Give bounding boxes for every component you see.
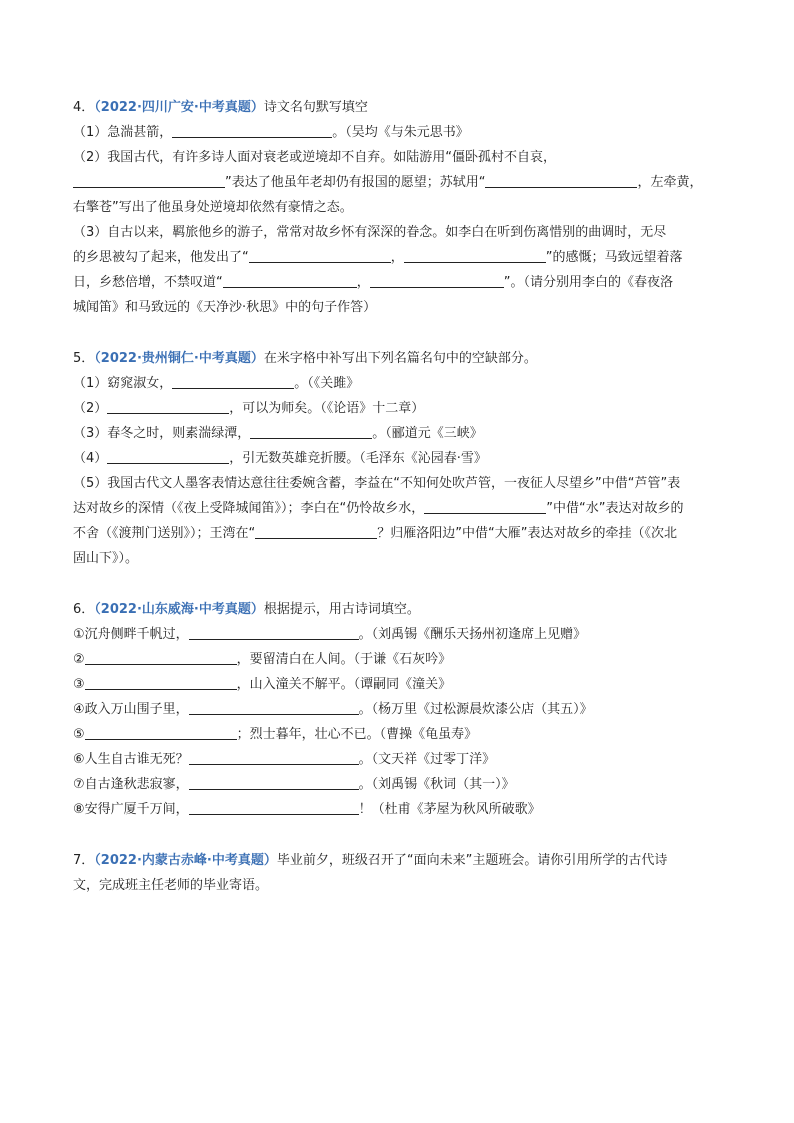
q5-line-5 bbox=[73, 471, 723, 496]
q6-text: ！（杜甫《茅屋为秋风所破歌》 bbox=[358, 802, 541, 817]
q4-line-7 bbox=[73, 270, 723, 295]
q4-title: 诗文名句默写填空 bbox=[263, 100, 368, 115]
q4-line-4 bbox=[73, 195, 723, 220]
answer-blank[interactable] bbox=[85, 725, 237, 740]
q5-text: （1）窈窕淑女， bbox=[73, 376, 173, 391]
answer-blank[interactable] bbox=[189, 800, 359, 815]
answer-blank[interactable] bbox=[485, 173, 637, 188]
q5-line-6 bbox=[73, 496, 723, 521]
q6-text: ③ bbox=[73, 677, 85, 692]
q6-text: ⑤ bbox=[73, 727, 85, 742]
q5-number: 5． bbox=[73, 351, 95, 366]
q6-line-8 bbox=[73, 797, 723, 822]
q5-text: （5）我国古代文人墨客表情达意往往委婉含蓄，李益在“不知何处吹芦管，一夜征人尽望乡”中借“芦管”表 bbox=[73, 476, 681, 491]
q4-text: 日，乡愁倍增，不禁叹道“ bbox=[73, 275, 223, 290]
document-page bbox=[73, 95, 723, 924]
q6-text: 。（刘禹锡《秋词（其一）》 bbox=[358, 777, 515, 792]
q7-text: 文，完成班主任老师的毕业寄语。 bbox=[73, 878, 269, 893]
answer-blank[interactable] bbox=[424, 499, 546, 514]
q6-line-3 bbox=[73, 672, 723, 697]
answer-blank[interactable] bbox=[172, 123, 332, 138]
answer-blank[interactable] bbox=[189, 775, 359, 790]
answer-blank[interactable] bbox=[223, 273, 357, 288]
q4-text: 城闻笛》和马致远的《天净沙·秋思》中的句子作答） bbox=[73, 300, 377, 315]
answer-blank[interactable] bbox=[370, 273, 504, 288]
q4-text: ， bbox=[390, 250, 404, 265]
q4-line-5 bbox=[73, 220, 723, 245]
q6-heading bbox=[73, 597, 723, 622]
q6-line-6 bbox=[73, 747, 723, 772]
q4-text: ， bbox=[356, 275, 370, 290]
q6-text: ①沉舟侧畔千帆过， bbox=[73, 627, 189, 642]
q4-text: ”表达了他虽年老却仍有报国的愿望；苏轼用“ bbox=[225, 175, 486, 190]
answer-blank[interactable] bbox=[73, 173, 225, 188]
q4-number: 4． bbox=[73, 100, 95, 115]
answer-blank[interactable] bbox=[250, 424, 372, 439]
q6-line-5 bbox=[73, 722, 723, 747]
q4-text: （2）我国古代，有许多诗人面对衰老或逆境却不自弃。如陆游用“僵卧孤村不自哀， bbox=[73, 150, 557, 165]
answer-blank[interactable] bbox=[189, 750, 359, 765]
q4-text: ，左牵黄， bbox=[637, 175, 703, 190]
q4-text: ”的感慨；马致远望着落 bbox=[545, 250, 683, 265]
q5-text: ，引无数英雄竞折腰。（毛泽东《沁园春·雪》 bbox=[229, 451, 487, 466]
q5-source: （2022·贵州铜仁·中考真题） bbox=[94, 351, 264, 366]
q6-text: ⑥人生自古谁无死？ bbox=[73, 752, 189, 767]
answer-blank[interactable] bbox=[85, 650, 237, 665]
question-5 bbox=[73, 346, 723, 571]
q4-text: ”。（请分别用李白的《春夜洛 bbox=[503, 275, 674, 290]
answer-blank[interactable] bbox=[172, 374, 294, 389]
q5-text: （2） bbox=[73, 401, 108, 416]
q6-title: 根据提示，用古诗词填空。 bbox=[263, 602, 420, 617]
q6-text: ⑧安得广厦千万间， bbox=[73, 802, 189, 817]
q5-text: 。（《关雎》 bbox=[294, 376, 360, 391]
q5-line-2 bbox=[73, 396, 723, 421]
q5-title: 在米字格中补写出下列名篇名句中的空缺部分。 bbox=[263, 351, 537, 366]
q7-line-2 bbox=[73, 873, 723, 898]
question-4 bbox=[73, 95, 723, 320]
q5-line-8 bbox=[73, 546, 723, 571]
q6-text: ，山入潼关不解平。（谭嗣同《潼关》 bbox=[236, 677, 452, 692]
q5-text: 达对故乡的深情（《夜上受降城闻笛》）；李白在“仍怜故乡水， bbox=[73, 501, 425, 516]
answer-blank[interactable] bbox=[404, 248, 546, 263]
answer-blank[interactable] bbox=[255, 524, 377, 539]
q4-text: 的乡思被勾了起来，他发出了“ bbox=[73, 250, 249, 265]
q6-text: 。（刘禹锡《酬乐天扬州初逢席上见赠》 bbox=[358, 627, 587, 642]
q6-text: ；烈士暮年，壮心不已。（曹操《龟虽寿》 bbox=[236, 727, 478, 742]
q4-line-8 bbox=[73, 295, 723, 320]
q4-text: （3）自古以来，羁旅他乡的游子，常常对故乡怀有深深的眷念。如李白在听到伤离惜别的曲调时，无尽 bbox=[73, 225, 667, 240]
q6-text: ⑦自古逢秋悲寂寥， bbox=[73, 777, 189, 792]
q6-text: ② bbox=[73, 652, 85, 667]
q5-text: ”中借“水”表达对故乡的 bbox=[546, 501, 684, 516]
q4-heading bbox=[73, 95, 723, 120]
q6-source: （2022·山东威海·中考真题） bbox=[94, 602, 264, 617]
q6-text: 。（杨万里《过松源晨炊漆公店（其五）》 bbox=[358, 702, 593, 717]
q5-heading bbox=[73, 346, 723, 371]
q6-line-1 bbox=[73, 622, 723, 647]
q6-text: ④政入万山围子里， bbox=[73, 702, 189, 717]
q7-heading bbox=[73, 848, 723, 873]
q5-line-4 bbox=[73, 446, 723, 471]
q4-text: （1）急湍甚箭， bbox=[73, 125, 173, 140]
q5-text: 不舍（《渡荆门送别》）；王湾在“ bbox=[73, 526, 256, 541]
q5-line-7 bbox=[73, 521, 723, 546]
q5-line-3 bbox=[73, 421, 723, 446]
q5-text: （4） bbox=[73, 451, 108, 466]
q5-text: 固山下》）。 bbox=[73, 551, 139, 566]
q6-text: ，要留清白在人间。（于谦《石灰吟》 bbox=[236, 652, 452, 667]
answer-blank[interactable] bbox=[107, 399, 229, 414]
answer-blank[interactable] bbox=[107, 449, 229, 464]
q4-text: 右擎苍”写出了他虽身处逆境却依然有豪情之态。 bbox=[73, 200, 353, 215]
q4-text: 。（吴均《与朱元思书》 bbox=[332, 125, 469, 140]
q6-text: 。（文天祥《过零丁洋》 bbox=[358, 752, 496, 767]
question-6 bbox=[73, 597, 723, 822]
q7-source: （2022·内蒙古赤峰·中考真题） bbox=[94, 853, 277, 868]
answer-blank[interactable] bbox=[189, 700, 359, 715]
q5-text: ？归雁洛阳边”中借“大雁”表达对故乡的牵挂（《次北 bbox=[377, 526, 677, 541]
answer-blank[interactable] bbox=[85, 675, 237, 690]
q6-line-4 bbox=[73, 697, 723, 722]
q5-text: 。（郦道元《三峡》 bbox=[372, 426, 483, 441]
answer-blank[interactable] bbox=[249, 248, 391, 263]
q4-line-6 bbox=[73, 245, 723, 270]
q5-text: （3）春冬之时，则素湍绿潭， bbox=[73, 426, 251, 441]
q4-source: （2022·四川广安·中考真题） bbox=[94, 100, 264, 115]
q6-line-7 bbox=[73, 772, 723, 797]
q5-line-1 bbox=[73, 371, 723, 396]
q5-text: ，可以为师矣。（《论语》十二章） bbox=[229, 401, 425, 416]
q4-line-3 bbox=[73, 170, 723, 195]
question-7 bbox=[73, 848, 723, 898]
q6-line-2 bbox=[73, 647, 723, 672]
q4-line-1 bbox=[73, 120, 723, 145]
q6-number: 6． bbox=[73, 602, 95, 617]
answer-blank[interactable] bbox=[189, 625, 359, 640]
q4-line-2 bbox=[73, 145, 723, 170]
q7-title: 毕业前夕，班级召开了“面向未来”主题班会。请你引用所学的古代诗 bbox=[276, 853, 668, 868]
q7-number: 7． bbox=[73, 853, 95, 868]
